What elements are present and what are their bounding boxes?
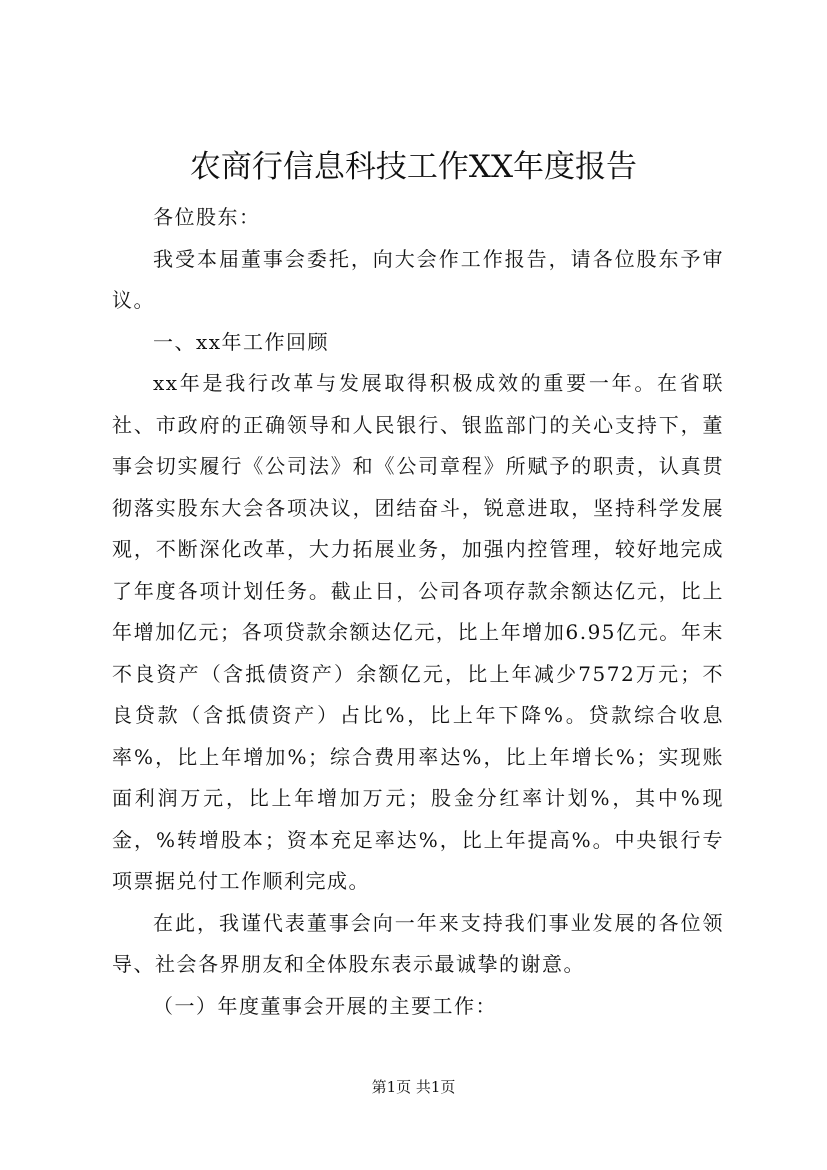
section-heading-review: 一、xx年工作回顾: [153, 329, 330, 354]
page-footer: 第1页 共1页: [371, 1078, 456, 1096]
thanks-paragraph: 在此，我谨代表董事会向一年来支持我们事业发展的各位领导、社会各界朋友和全体股东表示最诚挚的谢意。: [112, 910, 724, 976]
document-body: [112, 197, 724, 1027]
subsection-heading-main-work: （一）年度董事会开展的主要工作：: [153, 993, 497, 1018]
document-title: 农商行信息科技工作XX年度报告: [189, 149, 638, 185]
intro-paragraph: 我受本届董事会委托，向大会作工作报告，请各位股东予审议。: [112, 246, 724, 312]
review-paragraph: xx年是我行改革与发展取得积极成效的重要一年。在省联社、市政府的正确领导和人民银行、银监部门的关心支持下，董事会切实履行《公司法》和《公司章程》所赋予的职责，认真贯彻落实股东大会各项决议，团结奋斗，锐意进取，坚持科学发展观，不断深化改革，大力拓展业务，加强内控管理，较好地完成了年度各项计划任务。截止日，公司各项存款余额达亿元，比上年增加亿元；各项贷款余额达亿元，比上年增加6.95亿元。年末不良资产（含抵债资产）余额亿元，比上年减少7572万元；不良贷款（含抵债资产）占比%，比上年下降%。贷款综合收息率%，比上年增加%；综合费用率达%，比上年增长%；实现账面利润万元，比上年增加万元；股金分红率计划%，其中%现金，%转增股本；资本充足率达%，比上年提高%。中央银行专项票据兑付工作顺利完成。: [112, 371, 724, 893]
salutation-paragraph: 各位股东：: [153, 205, 261, 229]
